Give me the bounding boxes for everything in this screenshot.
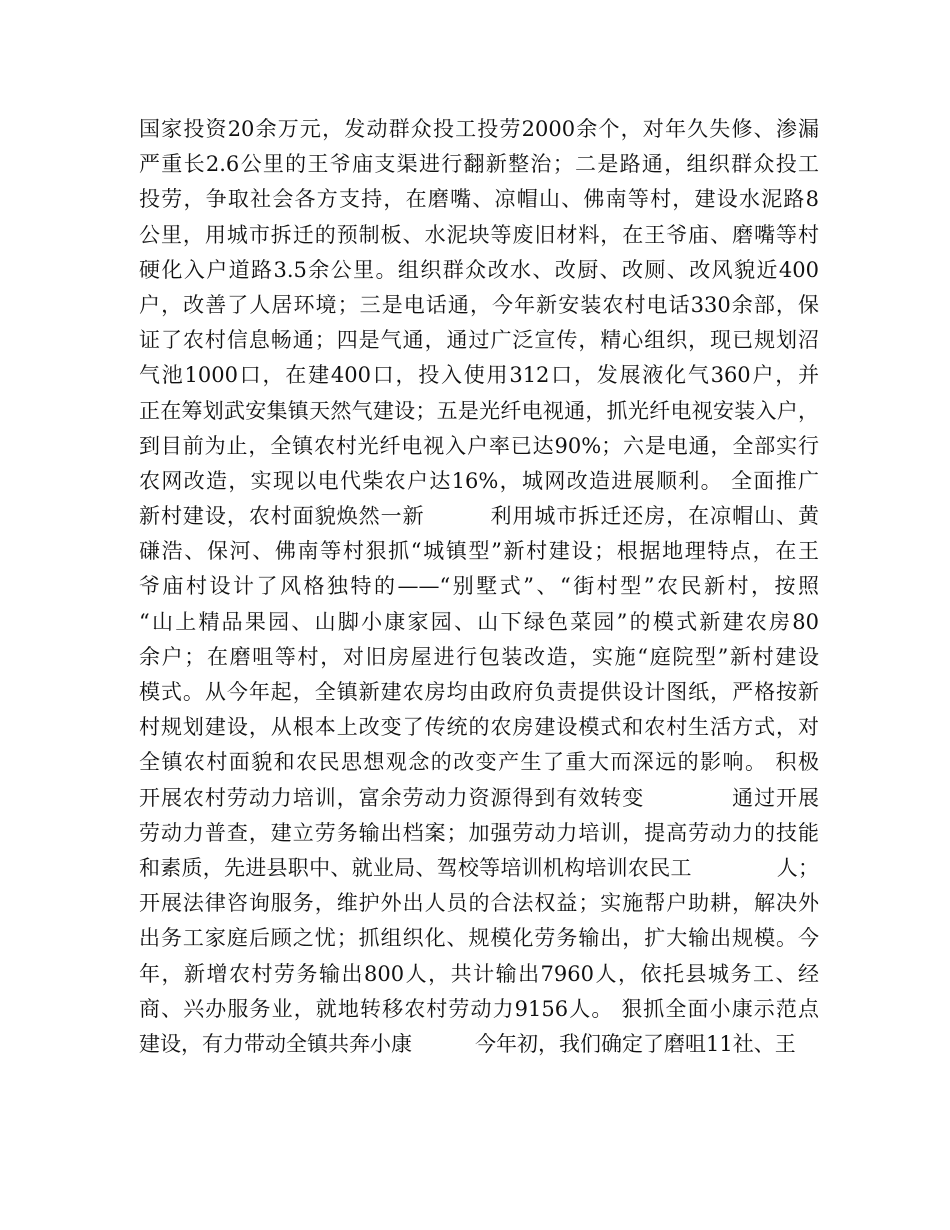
text-line: 新村建设，农村面貌焕然一新 利用城市拆迁还房，在凉帽山、黄	[139, 504, 819, 529]
text-line: 公里，用城市拆迁的预制板、水泥块等废旧材料，在王爷庙、磨嘴等村	[139, 222, 819, 247]
text-line: 开展农村劳动力培训，富余劳动力资源得到有效转变 通过开展	[139, 785, 819, 810]
text-line: 建设，有力带动全镇共奔小康 今年初，我们确定了磨咀11社、王	[139, 1031, 796, 1056]
text-line: 硬化入户道路3.5余公里。组织群众改水、改厨、改厕、改风貌近400	[139, 257, 819, 282]
text-line: 和素质，先进县职中、就业局、驾校等培训机构培训农民工 人；	[139, 855, 819, 880]
text-line: 劳动力普查，建立劳务输出档案；加强劳动力培训，提高劳动力的技能	[139, 820, 819, 845]
text-line: 气池1000口，在建400口，投入使用312口，发展液化气360户，并	[139, 363, 819, 388]
text-line: 余户；在磨咀等村，对旧房屋进行包装改造，实施“庭院型”新村建设	[139, 644, 819, 669]
text-line: 开展法律咨询服务，维护外出人员的合法权益；实施帮户助耕，解决外	[139, 891, 819, 916]
text-line: 严重长2.6公里的王爷庙支渠进行翻新整治；二是路通，组织群众投工	[139, 152, 819, 177]
text-line: 磏浩、保河、佛南等村狠抓“城镇型”新村建设；根据地理特点，在王	[139, 539, 819, 564]
text-line: 出务工家庭后顾之忧；抓组织化、规模化劳务输出，扩大输出规模。今	[139, 926, 819, 951]
text-line: 证了农村信息畅通；四是气通，通过广泛宣传，精心组织，现已规划沼	[139, 328, 819, 353]
body-text	[139, 112, 819, 1062]
text-line: “山上精品果园、山脚小康家园、山下绿色菜园”的模式新建农房80	[139, 609, 819, 634]
text-line: 全镇农村面貌和农民思想观念的改变产生了重大而深远的影响。 积极	[139, 750, 819, 775]
text-line: 模式。从今年起，全镇新建农房均由政府负责提供设计图纸，严格按新	[139, 680, 819, 704]
text-line: 商、兴办服务业，就地转移农村劳动力9156人。 狠抓全面小康示范点	[139, 996, 819, 1021]
text-line: 村规划建设，从根本上改变了传统的农房建设模式和农村生活方式，对	[139, 715, 819, 740]
text-line: 投劳，争取社会各方支持，在磨嘴、凉帽山、佛南等村，建设水泥路8	[139, 187, 819, 212]
text-line: 国家投资20余万元，发动群众投工投劳2000余个，对年久失修、渗漏	[139, 117, 819, 141]
text-line: 农网改造，实现以电代柴农户达16%，城网改造进展顺利。 全面推广	[139, 468, 819, 493]
text-line: 年，新增农村劳务输出800人，共计输出7960人，依托县城务工、经	[139, 961, 819, 986]
text-line: 户，改善了人居环境；三是电话通，今年新安装农村电话330余部，保	[139, 292, 819, 317]
text-line: 到目前为止，全镇农村光纤电视入户率已达90%；六是电通，全部实行	[139, 433, 819, 458]
text-line: 爷庙村设计了风格独特的——“别墅式”、“街村型”农民新村，按照	[139, 574, 819, 599]
text-line: 正在筹划武安集镇天然气建设；五是光纤电视通，抓光纤电视安装入户，	[139, 398, 819, 423]
